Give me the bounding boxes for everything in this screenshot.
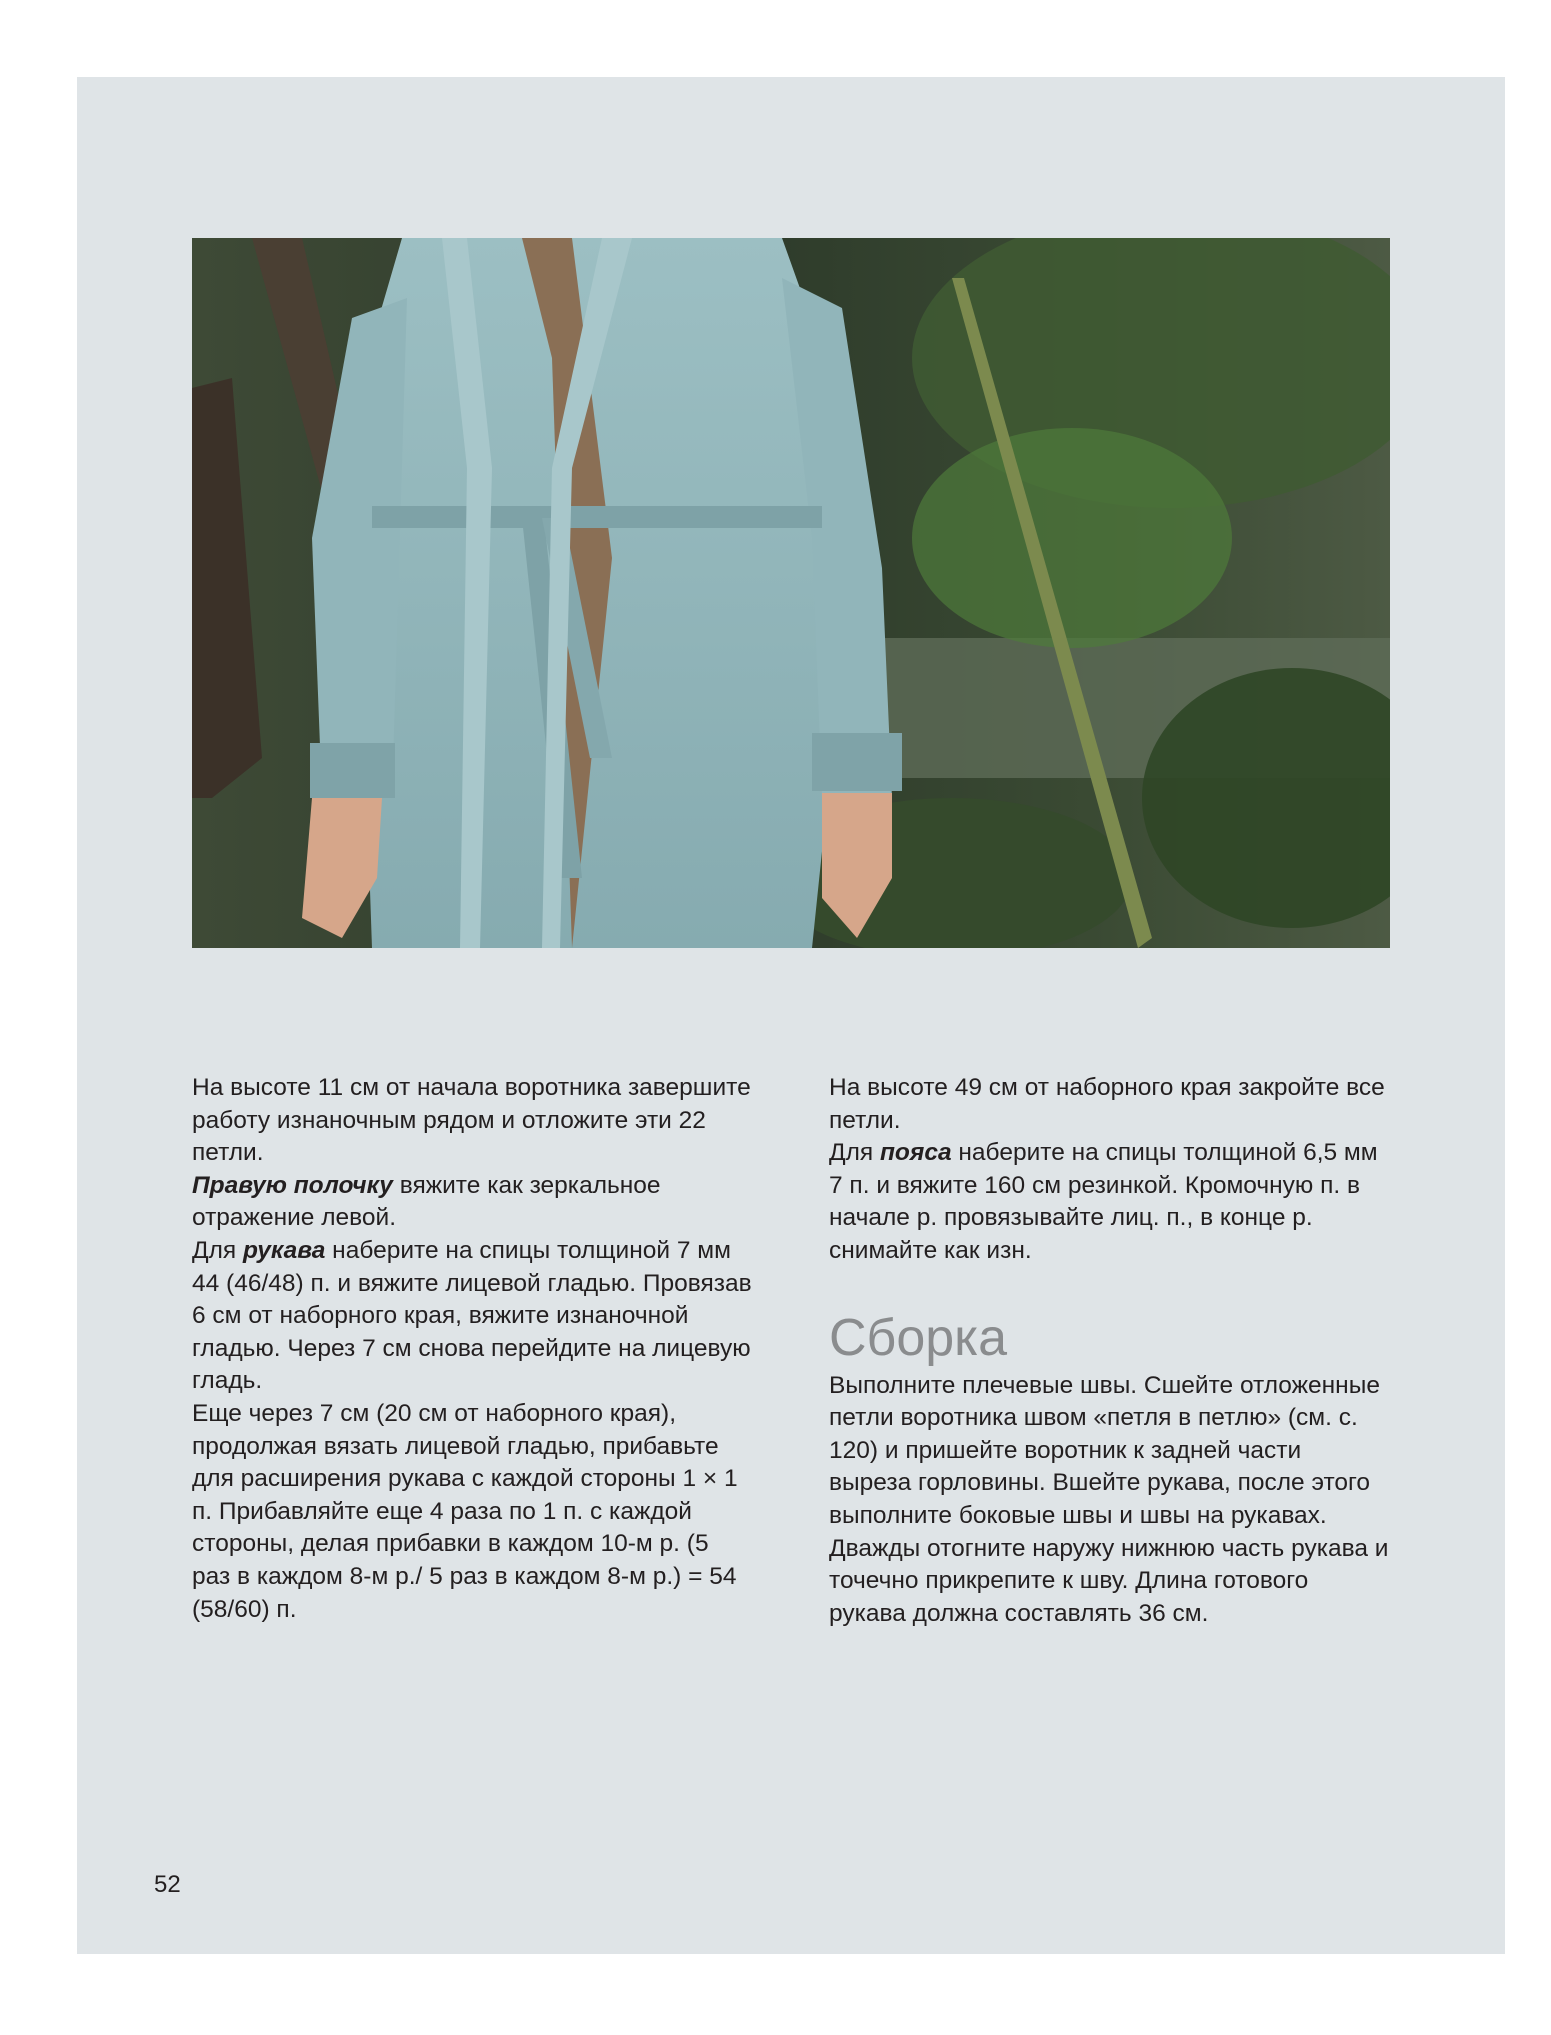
paragraph-sleeve-prefix: Для bbox=[192, 1236, 243, 1264]
cardigan-photo bbox=[192, 238, 1390, 948]
paragraph-belt-text: наберите на спицы толщиной 6,5 мм 7 п. и вяжите 160 см резинкой. Кромочную п. в начале р. провязывайте лиц. п., в конце р. снимайте как изн. bbox=[829, 1139, 1378, 1264]
left-text-column bbox=[192, 1072, 752, 1626]
paragraph-sleeve bbox=[192, 1235, 752, 1398]
paragraph-bind-off: На высоте 49 см от наборного края закройте все петли. bbox=[829, 1074, 1385, 1134]
paragraph-sleeve-increases: Еще через 7 см (20 см от наборного края), продолжая вязать лицевой гладью, прибавьте для расширения рукава с каждой стороны 1 × 1 п. Прибавляйте еще 4 раза по 1 п. с каждой стороны, делая прибавки в каждом 10-м р. (5 раз в каждом 8-м р./ 5 раз в каждом 8-м р.) = 54 (58/60) п. bbox=[192, 1399, 738, 1623]
page-number: 52 bbox=[154, 1871, 181, 1898]
emphasis-sleeve: рукава bbox=[242, 1236, 326, 1264]
paragraph-right-front bbox=[192, 1170, 752, 1235]
paragraph-right-front-text: вяжите как зеркальное отражение левой. bbox=[192, 1171, 661, 1232]
section-heading-assembly: Сборка bbox=[829, 1308, 1007, 1367]
paragraph-belt bbox=[829, 1137, 1389, 1267]
emphasis-belt: пояса bbox=[879, 1139, 952, 1167]
cardigan-photo-illustration bbox=[192, 238, 1390, 948]
paragraph-sleeve-text: наберите на спицы толщиной 7 мм 44 (46/48) п. и вяжите лицевой гладью. Провязав 6 см от наборного края, вяжите изнаночной гладью. Через 7 см снова перейдите на лицевую гладь. bbox=[192, 1236, 752, 1395]
paragraph-collar: На высоте 11 см от начала воротника завершите работу изнаночным рядом и отложите эти 22 петли. bbox=[192, 1074, 751, 1167]
emphasis-right-front: Правую полочку bbox=[192, 1171, 393, 1199]
paragraph-belt-prefix: Для bbox=[829, 1139, 880, 1167]
right-text-column bbox=[829, 1072, 1389, 1630]
paragraph-assembly: Выполните плечевые швы. Сшейте отложенные петли воротника швом «петля в петлю» (см. с. 120) и пришейте воротник к задней части выреза горловины. Вшейте рукава, после этого выполните боковые швы и швы на рукавах. Дважды отогните наружу нижнюю часть рукава и точечно прикрепите к шву. Длина готового рукава должна составлять 36 см. bbox=[829, 1371, 1389, 1627]
